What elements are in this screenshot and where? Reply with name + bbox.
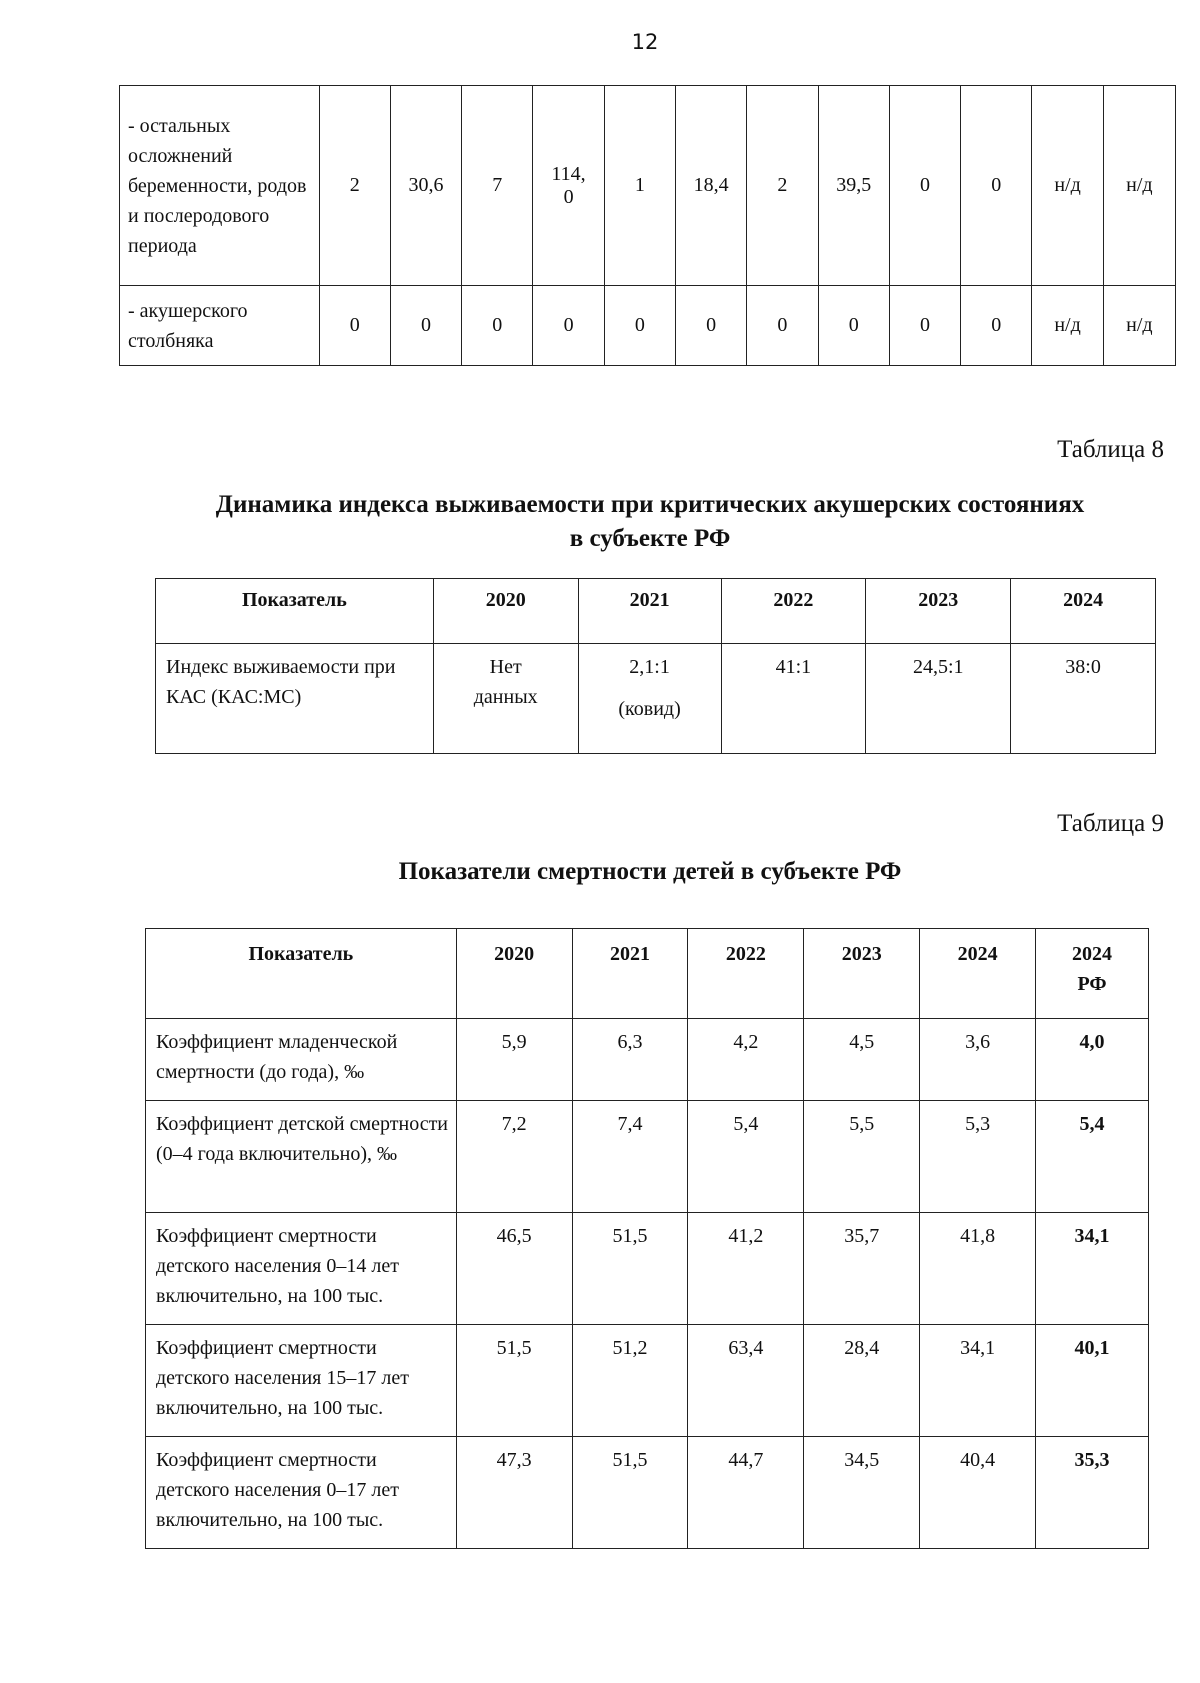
column-header [1036,929,1149,1019]
table-cell: 5,3 [920,1101,1036,1213]
survival-index-table [155,578,1156,754]
table-cell: н/д [1103,286,1175,366]
table-cell: н/д [1032,286,1103,366]
table9-label: Таблица 9 [1057,810,1164,837]
table-cell: 30,6 [390,86,461,286]
table-cell: 39,5 [818,86,889,286]
table-cell: 6,3 [572,1019,688,1101]
header-text: 2024 РФ [1072,943,1113,995]
table-cell: 5,9 [456,1019,572,1101]
table-cell: 28,4 [804,1325,920,1437]
table-row [146,1101,1149,1213]
table-cell: 1 [604,86,675,286]
column-header: 2024 [1011,579,1156,644]
table-cell: 41,2 [688,1213,804,1325]
cell-note: (ковид) [618,698,681,720]
table-cell: 51,5 [456,1325,572,1437]
table-cell: 0 [462,286,533,366]
row-label: - остальных осложнений беременности, родов и послеродового периода [120,86,320,286]
table-cell: 34,1 [920,1325,1036,1437]
column-header: Показатель [146,929,457,1019]
complications-table [119,85,1176,366]
table-cell: 2 [747,86,818,286]
table-cell: 4,0 [1036,1019,1149,1101]
table-cell: 7,4 [572,1101,688,1213]
column-header: Показатель [156,579,434,644]
table-row [146,1019,1149,1101]
table8-title-line1: Динамика индекса выживаемости при критических акушерских состояниях [215,491,1085,518]
column-header: 2022 [721,579,866,644]
table-cell: 51,5 [572,1437,688,1549]
table-cell: н/д [1103,86,1175,286]
page-number: 12 [631,30,659,54]
table-cell: 41,8 [920,1213,1036,1325]
table-cell: 0 [747,286,818,366]
column-header: 2020 [456,929,572,1019]
table-cell: 35,3 [1036,1437,1149,1549]
table8-label: Таблица 8 [1057,436,1164,463]
table-cell: 0 [961,286,1032,366]
row-label: Коэффициент младенческой смертности (до года), ‰ [146,1019,457,1101]
table-cell: 40,4 [920,1437,1036,1549]
table-header-row [146,929,1149,1019]
table-cell: 7 [462,86,533,286]
table-row [156,644,1156,754]
table-header-row [156,579,1156,644]
table-cell: 44,7 [688,1437,804,1549]
table-cell: 5,4 [1036,1101,1149,1213]
column-header: 2021 [578,579,721,644]
column-header: 2020 [433,579,578,644]
table-cell: 51,2 [572,1325,688,1437]
table-cell: 41:1 [721,644,866,754]
column-header: 2021 [572,929,688,1019]
table-cell: 0 [319,286,390,366]
table-cell: 5,5 [804,1101,920,1213]
table-cell: 0 [889,286,960,366]
table-cell [578,644,721,754]
table-row [120,286,1176,366]
table8-title [100,488,1200,556]
column-header: 2023 [866,579,1011,644]
table-cell: 0 [390,286,461,366]
table-row [146,1437,1149,1549]
table-cell: 18,4 [675,86,746,286]
table-cell: н/д [1032,86,1103,286]
table-cell: 34,1 [1036,1213,1149,1325]
cell-text: Нет данных [473,656,538,708]
table-cell: 0 [675,286,746,366]
table-cell: 63,4 [688,1325,804,1437]
table-cell: 3,6 [920,1019,1036,1101]
table9-title: Показатели смертности детей в субъекте РФ [398,858,902,885]
table-row [146,1325,1149,1437]
table-cell [433,644,578,754]
row-label: - акушерского столбняка [120,286,320,366]
column-header: 2024 [920,929,1036,1019]
table-cell: 4,5 [804,1019,920,1101]
table-cell: 0 [961,86,1032,286]
table-cell: 4,2 [688,1019,804,1101]
child-mortality-table [145,928,1149,1549]
table-cell: 35,7 [804,1213,920,1325]
table-cell: 114, 0 [533,86,604,286]
table-cell: 5,4 [688,1101,804,1213]
table8-title-line2: в субъекте РФ [569,525,731,552]
table-cell: 2 [319,86,390,286]
row-label: Коэффициент детской смертности (0–4 года включительно), ‰ [146,1101,457,1213]
column-header: 2023 [804,929,920,1019]
table-cell: 0 [533,286,604,366]
row-label: Коэффициент смертности детского населения 0–17 лет включительно, на 100 тыс. [146,1437,457,1549]
table-cell: 0 [889,86,960,286]
table-row [146,1213,1149,1325]
row-label: Коэффициент смертности детского населения 15–17 лет включительно, на 100 тыс. [146,1325,457,1437]
column-header: 2022 [688,929,804,1019]
row-label: Коэффициент смертности детского населения 0–14 лет включительно, на 100 тыс. [146,1213,457,1325]
table-cell: 0 [818,286,889,366]
table-cell: 7,2 [456,1101,572,1213]
table-row [120,86,1176,286]
cell-value: 2,1:1 [629,656,670,678]
table-cell: 40,1 [1036,1325,1149,1437]
table-cell: 47,3 [456,1437,572,1549]
table-cell: 51,5 [572,1213,688,1325]
row-label: Индекс выживаемости при КАС (КАС:МС) [156,644,434,754]
table-cell: 34,5 [804,1437,920,1549]
table-cell: 24,5:1 [866,644,1011,754]
table-cell: 38:0 [1011,644,1156,754]
table-cell: 46,5 [456,1213,572,1325]
table-cell: 0 [604,286,675,366]
